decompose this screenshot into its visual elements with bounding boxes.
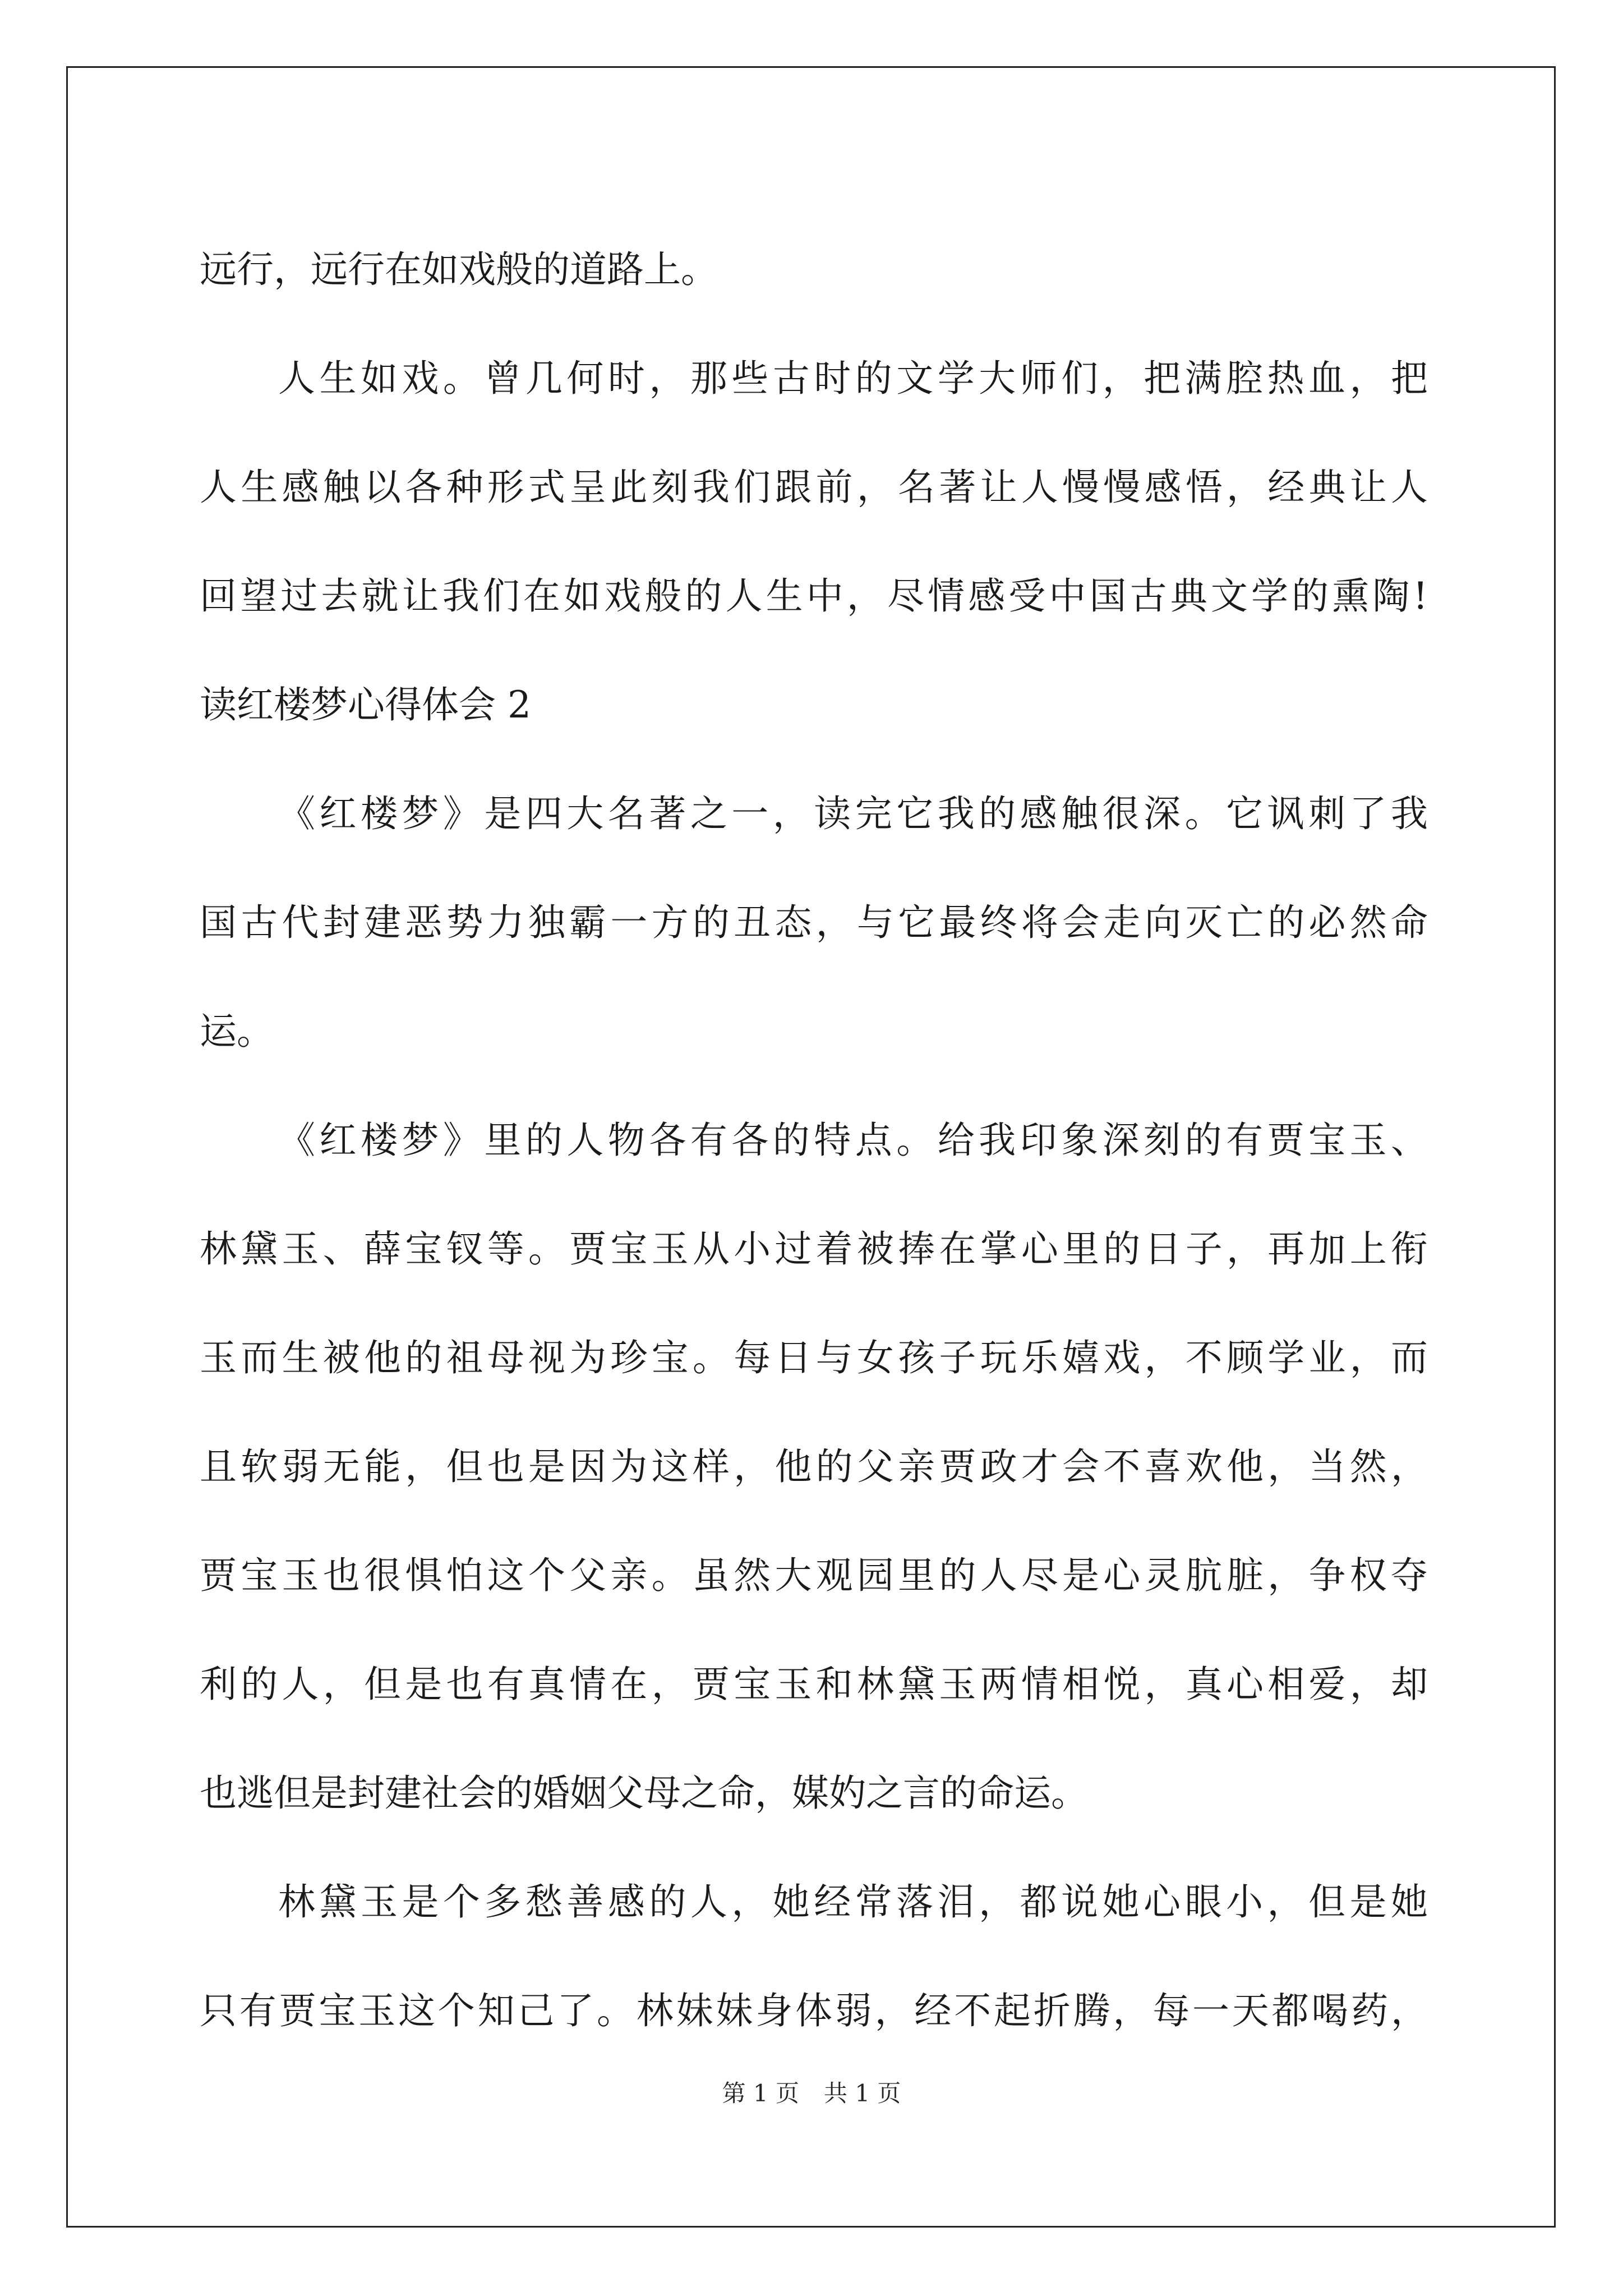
text-line-4: 回望过去就让我们在如戏般的人生中，尽情感受中国古典文学的熏陶!	[200, 574, 1428, 618]
text-line-11: 玉而生被他的祖母视为珍宝。每日与女孩子玩乐嬉戏，不顾学业，而	[200, 1336, 1428, 1379]
text-line-14: 利的人，但是也有真情在，贾宝玉和林黛玉两情相悦，真心相爱，却	[200, 1663, 1428, 1706]
text-line-16: 林黛玉是个多愁善感的人，她经常落泪，都说她心眼小，但是她	[278, 1880, 1428, 1924]
text-line-3: 人生感触以各种形式呈此刻我们跟前，名著让人慢慢感悟，经典让人	[200, 466, 1428, 509]
text-line-12: 且软弱无能，但也是因为这样，他的父亲贾政才会不喜欢他，当然，	[200, 1445, 1428, 1488]
text-line-8: 运。	[200, 1010, 274, 1053]
text-line-2: 人生如戏。曾几何时，那些古时的文学大师们，把满腔热血，把	[278, 357, 1428, 400]
section-heading: 读红楼梦心得体会 2	[200, 683, 531, 726]
text-line-15: 也逃但是封建社会的婚姻父母之命，媒妁之言的命运。	[200, 1772, 1088, 1815]
text-line-7: 国古代封建恶势力独霸一方的丑态，与它最终将会走向灭亡的必然命	[200, 901, 1428, 944]
text-line-9: 《红楼梦》里的人物各有各的特点。给我印象深刻的有贾宝玉、	[278, 1119, 1428, 1162]
page-footer	[0, 2077, 1623, 2110]
text-line-10: 林黛玉、薛宝钗等。贾宝玉从小过着被捧在掌心里的日子，再加上衔	[200, 1227, 1428, 1271]
page-total: 共 1 页	[824, 2079, 901, 2107]
text-line-1: 远行，远行在如戏般的道路上。	[200, 248, 718, 291]
page-number: 第 1 页	[722, 2079, 799, 2107]
text-line-17: 只有贾宝玉这个知己了。林妹妹身体弱，经不起折腾，每一天都喝药，	[200, 1989, 1428, 2032]
text-line-13: 贾宝玉也很惧怕这个父亲。虽然大观园里的人尽是心灵肮脏，争权夺	[200, 1554, 1428, 1597]
text-line-6: 《红楼梦》是四大名著之一，读完它我的感触很深。它讽刺了我	[278, 792, 1428, 835]
document-body	[200, 215, 1428, 2065]
